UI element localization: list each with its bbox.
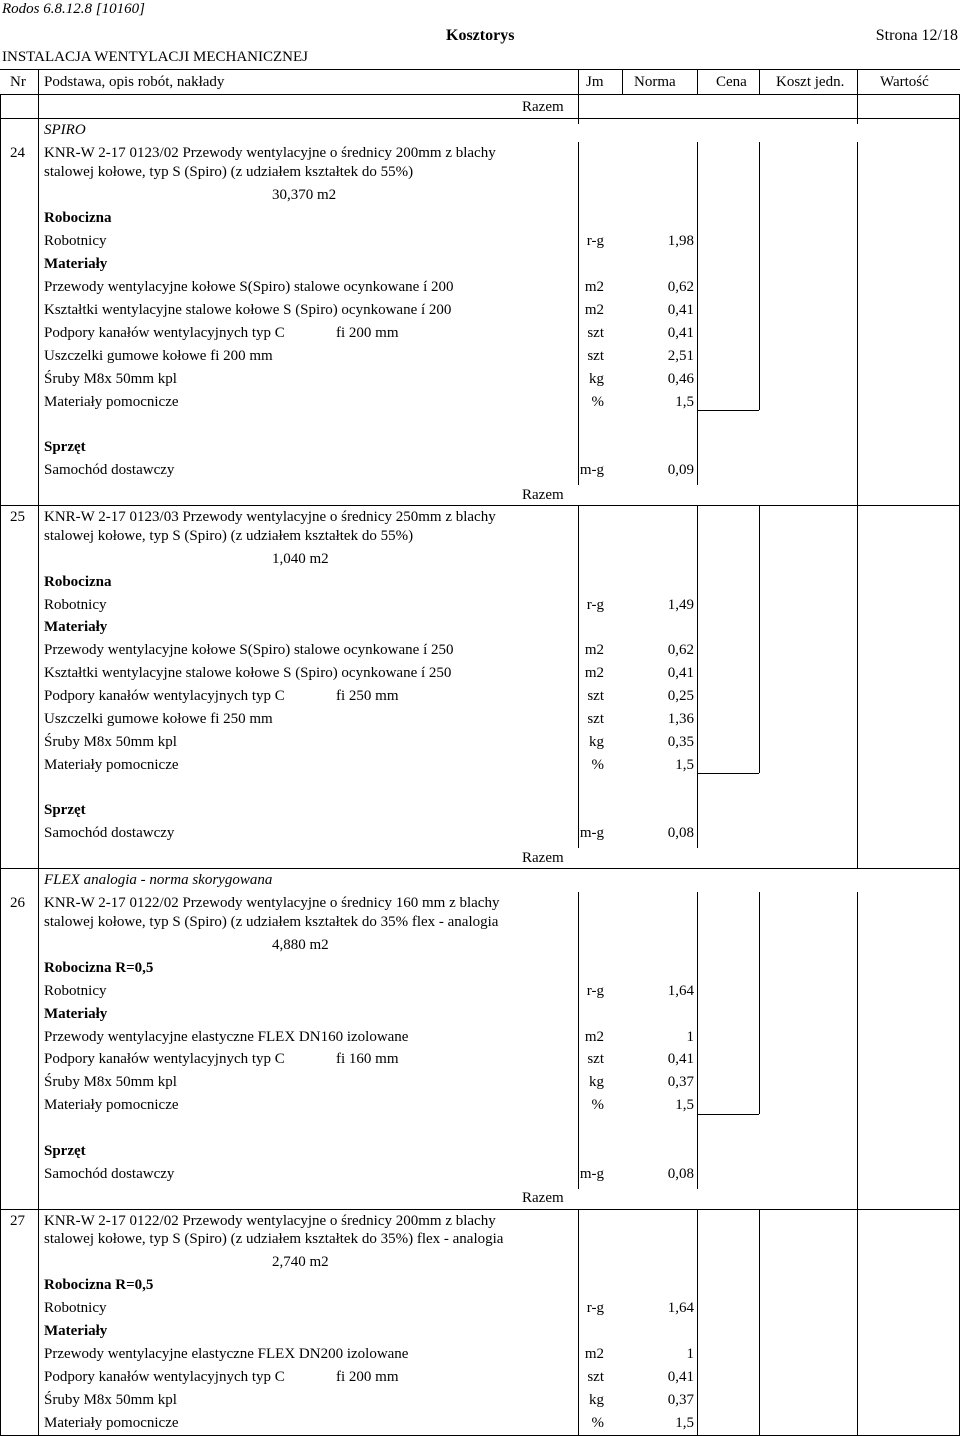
item-nr: 24	[10, 145, 25, 161]
material-jm: kg	[589, 1074, 604, 1090]
material-norma: 0,46	[667, 371, 694, 387]
material-name: Podpory kanałów wentylacyjnych typ C	[44, 325, 285, 341]
materials-subtotal-rule	[697, 410, 759, 411]
material-jm: m2	[584, 642, 604, 658]
equipment-jm: m-g	[579, 1166, 604, 1182]
material-jm: kg	[589, 1392, 604, 1408]
equipment-name: Samochód dostawczy	[44, 462, 175, 478]
material-jm: szt	[587, 1051, 604, 1067]
material-norma: 1	[686, 1346, 694, 1362]
table-left-border	[0, 94, 1, 1436]
material-norma: 0,25	[667, 688, 694, 704]
materials-subtotal-rule	[697, 1114, 759, 1115]
razem-label: Razem	[522, 850, 564, 866]
section-robocizna: Robocizna	[44, 210, 112, 226]
document-title: Kosztorys	[446, 27, 515, 44]
item-description-line2: stalowej kołowe, typ S (Spiro) (z udziałem kształtek do 35% flex - analogia	[44, 914, 499, 930]
item-column-divider	[697, 892, 698, 1189]
item-separator	[0, 868, 960, 869]
material-name: Uszczelki gumowe kołowe fi 250 mm	[44, 711, 273, 727]
materials-subtotal-rule	[697, 773, 759, 774]
item-column-divider	[697, 506, 698, 848]
item-column-divider	[857, 142, 858, 505]
material-norma: 0,37	[667, 1392, 694, 1408]
material-jm: szt	[587, 688, 604, 704]
page-number: Strona 12/18	[875, 27, 958, 44]
material-name: Przewody wentylacyjne elastyczne FLEX DN200 izolowane	[44, 1346, 409, 1362]
material-name: Śruby M8x 50mm kpl	[44, 734, 177, 750]
wartosc-divider	[857, 94, 858, 124]
item-nr: 25	[10, 509, 25, 525]
material-name: Podpory kanałów wentylacyjnych typ C	[44, 1051, 285, 1067]
material-name: Materiały pomocnicze	[44, 1415, 179, 1431]
item-nr: 26	[10, 895, 25, 911]
labor-name: Robotnicy	[44, 233, 107, 249]
item-column-divider	[759, 142, 760, 410]
material-norma: 1,5	[675, 1097, 694, 1113]
material-norma: 0,41	[667, 325, 694, 341]
material-name: Materiały pomocnicze	[44, 1097, 179, 1113]
section-sprzet: Sprzęt	[44, 802, 86, 818]
material-jm: m2	[584, 279, 604, 295]
labor-jm: r-g	[586, 233, 604, 249]
material-name: Kształtki wentylacyjne stalowe kołowe S (Spiro) ocynkowane í 200	[44, 302, 452, 318]
material-name: Śruby M8x 50mm kpl	[44, 1392, 177, 1408]
material-jm: m2	[584, 665, 604, 681]
equipment-name: Samochód dostawczy	[44, 825, 175, 841]
material-name: Śruby M8x 50mm kpl	[44, 1074, 177, 1090]
material-jm: kg	[589, 734, 604, 750]
material-name: Kształtki wentylacyjne stalowe kołowe S (Spiro) ocynkowane í 250	[44, 665, 452, 681]
header-divider	[622, 69, 623, 94]
header-divider	[759, 69, 760, 94]
item-quantity: 4,880 m2	[272, 937, 329, 953]
group-title-spiro: SPIRO	[44, 122, 86, 138]
material-jm: %	[591, 757, 604, 773]
item-nr: 27	[10, 1213, 25, 1229]
col-header-nr: Nr	[10, 74, 26, 90]
razem-label: Razem	[522, 99, 564, 115]
material-jm: szt	[587, 1369, 604, 1385]
material-name: Materiały pomocnicze	[44, 394, 179, 410]
item-description-line1: KNR-W 2-17 0122/02 Przewody wentylacyjne o średnicy 200mm z blachy	[44, 1213, 496, 1229]
item-description-line1: KNR-W 2-17 0123/02 Przewody wentylacyjne o średnicy 200mm z blachy	[44, 145, 496, 161]
header-divider	[38, 69, 39, 94]
material-norma: 2,51	[667, 348, 694, 364]
razem-label: Razem	[522, 1190, 564, 1206]
item-description-line2: stalowej kołowe, typ S (Spiro) (z udziałem kształtek do 35%) flex - analogia	[44, 1231, 504, 1247]
item-quantity: 1,040 m2	[272, 551, 329, 567]
material-name: Przewody wentylacyjne kołowe S(Spiro) stalowe ocynkowane í 200	[44, 279, 454, 295]
item-column-divider	[759, 1210, 760, 1436]
material-jm: %	[591, 394, 604, 410]
section-robocizna: Robocizna R=0,5	[44, 1277, 154, 1293]
item-column-divider	[578, 506, 579, 848]
item-column-divider	[759, 892, 760, 1114]
section-sprzet: Sprzęt	[44, 1143, 86, 1159]
material-norma: 1,5	[675, 1415, 694, 1431]
material-norma: 0,41	[667, 1369, 694, 1385]
header-divider	[857, 69, 858, 94]
header-bottom-rule	[0, 94, 960, 95]
material-name: Materiały pomocnicze	[44, 757, 179, 773]
equipment-name: Samochód dostawczy	[44, 1166, 175, 1182]
material-name: Przewody wentylacyjne kołowe S(Spiro) stalowe ocynkowane í 250	[44, 642, 454, 658]
col-header-cena: Cena	[716, 74, 747, 90]
razem-divider	[578, 94, 579, 124]
section-robocizna: Robocizna	[44, 574, 112, 590]
equipment-norma: 0,08	[667, 825, 694, 841]
header-divider	[578, 69, 579, 94]
item-description-line2: stalowej kołowe, typ S (Spiro) (z udziałem kształtek do 55%)	[44, 164, 414, 180]
item-column-divider	[578, 142, 579, 485]
material-norma: 1,36	[667, 711, 694, 727]
labor-jm: r-g	[586, 1300, 604, 1316]
material-jm: m2	[584, 1029, 604, 1045]
razem-label: Razem	[522, 487, 564, 503]
col-header-koszt-jedn: Koszt jedn.	[776, 74, 845, 90]
labor-norma: 1,49	[667, 597, 694, 613]
material-jm: %	[591, 1097, 604, 1113]
labor-jm: r-g	[586, 983, 604, 999]
col-header-jm: Jm	[586, 74, 604, 90]
material-norma: 0,62	[667, 279, 694, 295]
item-quantity: 30,370 m2	[272, 187, 337, 203]
item-column-divider	[759, 506, 760, 773]
program-version: Rodos 6.8.12.8 [10160]	[2, 1, 145, 17]
material-name: Podpory kanałów wentylacyjnych typ C	[44, 688, 285, 704]
section-title: INSTALACJA WENTYLACJI MECHANICZNEJ	[2, 49, 309, 65]
material-name: Śruby M8x 50mm kpl	[44, 371, 177, 387]
header-top-rule	[0, 69, 960, 70]
material-jm: szt	[587, 711, 604, 727]
item-separator	[0, 1209, 960, 1210]
material-jm: szt	[587, 325, 604, 341]
item-column-divider	[697, 142, 698, 485]
item-column-divider	[857, 892, 858, 1209]
material-jm: szt	[587, 348, 604, 364]
item-separator	[0, 118, 960, 119]
col-header-norma: Norma	[634, 74, 676, 90]
section-sprzet: Sprzęt	[44, 439, 86, 455]
col-header-wartosc: Wartość	[880, 74, 929, 90]
section-robocizna: Robocizna R=0,5	[44, 960, 154, 976]
equipment-jm: m-g	[579, 462, 604, 478]
equipment-norma: 0,09	[667, 462, 694, 478]
material-jm: kg	[589, 371, 604, 387]
item-column-divider	[697, 1210, 698, 1436]
material-norma: 0,35	[667, 734, 694, 750]
labor-name: Robotnicy	[44, 597, 107, 613]
item-description-line1: KNR-W 2-17 0123/03 Przewody wentylacyjne o średnicy 250mm z blachy	[44, 509, 496, 525]
material-extra: fi 200 mm	[336, 325, 399, 341]
material-name: Podpory kanałów wentylacyjnych typ C	[44, 1369, 285, 1385]
item-column-divider	[578, 892, 579, 1189]
item-description-line1: KNR-W 2-17 0122/02 Przewody wentylacyjne o średnicy 160 mm z blachy	[44, 895, 500, 911]
labor-norma: 1,98	[667, 233, 694, 249]
material-name: Uszczelki gumowe kołowe fi 200 mm	[44, 348, 273, 364]
material-norma: 0,41	[667, 665, 694, 681]
labor-name: Robotnicy	[44, 1300, 107, 1316]
item-quantity: 2,740 m2	[272, 1254, 329, 1270]
item-description-line2: stalowej kołowe, typ S (Spiro) (z udziałem kształtek do 55%)	[44, 528, 414, 544]
equipment-jm: m-g	[579, 825, 604, 841]
col-header-description: Podstawa, opis robót, nakłady	[44, 74, 225, 90]
labor-name: Robotnicy	[44, 983, 107, 999]
material-norma: 0,37	[667, 1074, 694, 1090]
item-column-divider	[857, 506, 858, 868]
labor-jm: r-g	[586, 597, 604, 613]
header-divider	[697, 69, 698, 94]
material-jm: m2	[584, 302, 604, 318]
material-jm: m2	[584, 1346, 604, 1362]
equipment-norma: 0,08	[667, 1166, 694, 1182]
item-column-divider	[578, 1210, 579, 1436]
material-norma: 1	[686, 1029, 694, 1045]
section-materialy: Materiały	[44, 1323, 108, 1339]
section-materialy: Materiały	[44, 619, 108, 635]
material-extra: fi 200 mm	[336, 1369, 399, 1385]
group-title-flex: FLEX analogia - norma skorygowana	[44, 872, 273, 888]
labor-norma: 1,64	[667, 983, 694, 999]
section-materialy: Materiały	[44, 1006, 108, 1022]
material-norma: 1,5	[675, 394, 694, 410]
section-materialy: Materiały	[44, 256, 108, 272]
labor-norma: 1,64	[667, 1300, 694, 1316]
material-norma: 1,5	[675, 757, 694, 773]
item-separator	[0, 505, 960, 506]
item-column-divider	[857, 1210, 858, 1436]
material-name: Przewody wentylacyjne elastyczne FLEX DN160 izolowane	[44, 1029, 409, 1045]
material-jm: %	[591, 1415, 604, 1431]
material-norma: 0,41	[667, 1051, 694, 1067]
material-extra: fi 160 mm	[336, 1051, 399, 1067]
material-norma: 0,62	[667, 642, 694, 658]
nr-column-divider	[38, 94, 39, 1436]
material-extra: fi 250 mm	[336, 688, 399, 704]
material-norma: 0,41	[667, 302, 694, 318]
